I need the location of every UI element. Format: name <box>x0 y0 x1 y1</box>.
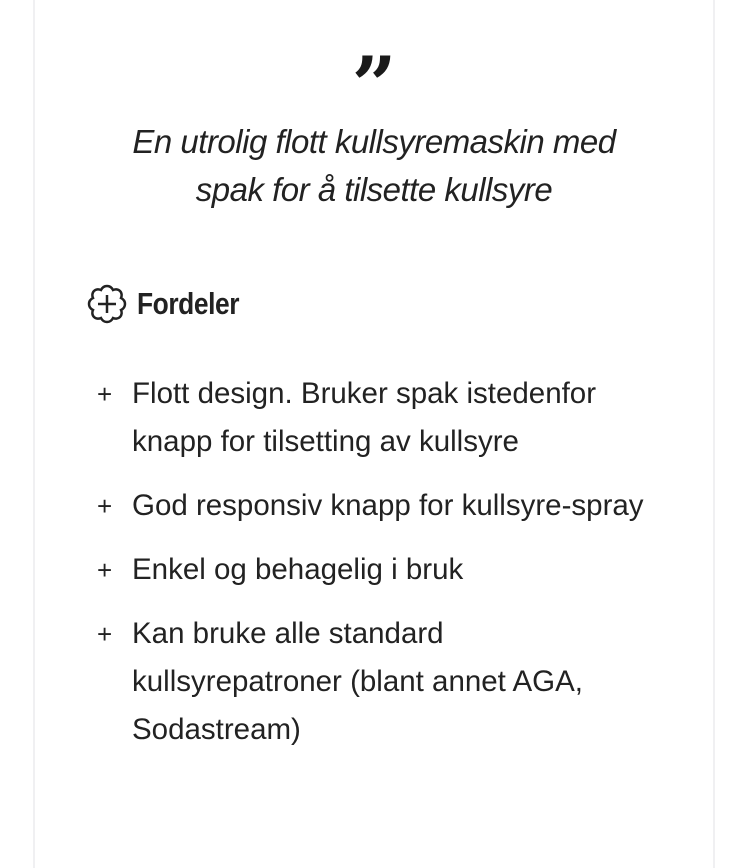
pros-list <box>97 370 657 770</box>
plus-badge-icon <box>83 280 131 328</box>
quote-mark-icon: ” <box>351 40 397 131</box>
review-quote: En utrolig flott kullsyremaskin med spak for å tilsette kullsyre <box>132 123 616 208</box>
list-item: + Flott design. Bruker spak istedenfor knapp for tilsetting av kullsyre <box>97 370 657 466</box>
review-card <box>33 0 715 868</box>
plus-icon: + <box>97 379 113 409</box>
plus-icon: + <box>97 619 113 649</box>
pros-heading <box>83 280 257 328</box>
list-item: + Enkel og behagelig i bruk <box>97 546 657 594</box>
list-item: + Kan bruke alle standard kullsyrepatroner (blant annet AGA, Sodastream) <box>97 610 657 754</box>
list-item: + God responsiv knapp for kullsyre-spray <box>97 482 657 530</box>
plus-icon: + <box>97 555 113 585</box>
pros-heading-label: Fordeler <box>137 286 240 321</box>
plus-icon: + <box>97 491 113 521</box>
